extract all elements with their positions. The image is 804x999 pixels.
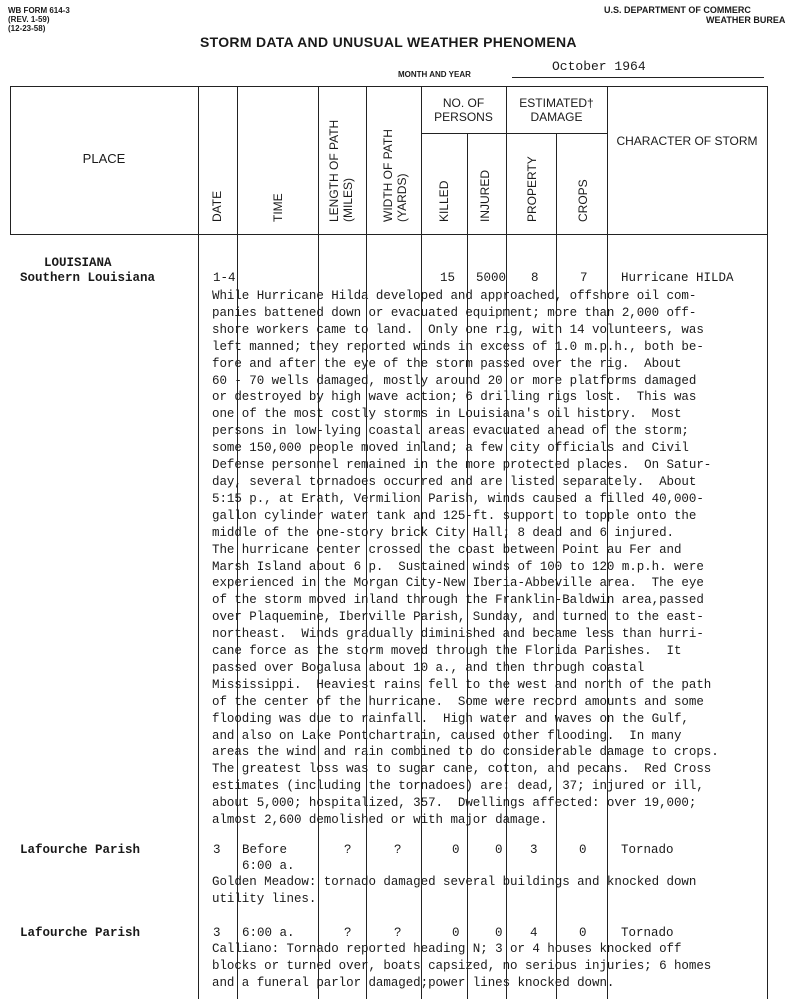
entry-narrative: Golden Meadow: tornado damaged several buildings and knocked down utility lines. [212, 875, 697, 906]
entry-injured: 5000 [476, 271, 507, 285]
month-year-underline [512, 77, 764, 78]
entry-narrative: While Hurricane Hilda developed and approached, offshore oil com- panies battened down or evacuated equipment; more than 2,000 off- shore workers came to land. Only one rig, with 14 volunteers, was left manned; they reported winds in excess of 1.0 m.p.h., both be- fore and after the eye of the storm passed over the rig. About 60 - 70 wells damaged, mostly around 20 or more platforms damaged or destroyed by high wave action; 6 drilling rigs lost. This was one of the most costly storms in Louisiana's oil history. Most persons in low-lying coastal areas evacuated ahead of the storm; some 150,000 people moved inland; a few city officials and Civil Defense personnel remained in the more protected places. On Satur- day, several tornadoes occurred and are listed separately. About 5:15 p., at Erath, Vermilion Parish, winds caused a filled 40,000- gallon cylinder water tank and 125-ft. support to topple onto the middle of the one-story brick City Hall; 8 dead and 6 injured. The hurricane center crossed the coast between Point au Fer and Marsh Island about 6 p. Sustained winds of 100 to 120 m.p.h. were experienced in the Morgan City-New Iberia-Abbeville area. The eye of the storm moved inland through the Franklin-Baldwin area,passed over Plaquemine, Iberville Parish, Sunday, and turned to the east- northeast. Winds gradually diminished and became less than hurri- cane force as the storm moved through the Florida Parishes. It passed over Bogalusa about 10 a., and then through coastal Mississippi. Heaviest rains fell to the west and north of the path of the center of the hurricane. Some were record amounts and some flooding was due to rainfall. High water and waves on the Gulf, and also on Lake Pontchartrain, caused other flooding. In many areas the wind and rain combined to do considerable damage to crops. The greatest loss was to sugar cane, cotton, and pecans. Red Cross estimates (including the tornadoes) are: dead, 37; injured or ill, about 5,000; hospitalized, 357. Dwellings affected: over 19,000; almost 2,600 demolished or with major damage. [212, 289, 719, 828]
form-number: WB FORM 614-3 [8, 6, 70, 15]
entry-injured: 0 [495, 926, 503, 940]
entry-killed: 0 [452, 926, 460, 940]
entry-injured: 0 [495, 843, 503, 857]
page-title: STORM DATA AND UNUSUAL WEATHER PHENOMENA [200, 34, 577, 50]
entry-killed: 15 [440, 271, 456, 285]
header-date: DATE [210, 190, 224, 222]
header-width: WIDTH OF PATH (YARDS) [381, 129, 409, 222]
entry-character: Tornado [621, 843, 674, 857]
month-year-value: October 1964 [552, 59, 646, 74]
header-damage: ESTIMATED† DAMAGE [519, 96, 594, 124]
entry-killed: 0 [452, 843, 460, 857]
entry-crops: 0 [579, 843, 587, 857]
entry-character: Tornado [621, 926, 674, 940]
entry-time: 6:00 a. [242, 926, 295, 940]
bureau-name: WEATHER BUREA [706, 15, 786, 25]
entry-crops: 0 [579, 926, 587, 940]
header-persons: NO. OF PERSONS [434, 96, 493, 124]
entry-date: 3 [213, 843, 221, 857]
entry-time: Before 6:00 a. [242, 843, 295, 873]
entry-width: ? [394, 926, 402, 940]
header-crops: CROPS [576, 179, 590, 222]
month-year-label: MONTH AND YEAR [398, 70, 471, 79]
header-injured: INJURED [478, 169, 492, 222]
entry-character: Hurricane HILDA [621, 271, 734, 285]
entry-date: 1-4 [213, 271, 236, 285]
header-property: PROPERTY [525, 156, 539, 222]
entry-width: ? [394, 843, 402, 857]
entry-property: 8 [531, 271, 539, 285]
entry-place: Lafourche Parish [20, 843, 141, 857]
entry-date: 3 [213, 926, 221, 940]
entry-narrative: Calliano: Tornado reported heading N; 3 or 4 houses knocked off blocks or turned over, boats capsized, no serious injuries; 6 homes and a funeral parlor damaged;power lines knocked down. [212, 942, 712, 990]
entry-property: 4 [530, 926, 538, 940]
header-length: LENGTH OF PATH (MILES) [327, 119, 355, 222]
header-time: TIME [271, 193, 285, 222]
entry-place: Lafourche Parish [20, 926, 141, 940]
entry-state: LOUISIANA [44, 256, 112, 270]
entry-length: ? [344, 926, 352, 940]
header-place: PLACE [82, 151, 126, 166]
header-character: CHARACTER OF STORM [616, 134, 758, 148]
entry-crops: 7 [580, 271, 588, 285]
entry-place: Southern Louisiana [20, 271, 156, 285]
form-revision: (REV. 1-59) [8, 15, 50, 24]
entry-length: ? [344, 843, 352, 857]
form-date-code: (12-23-58) [8, 24, 46, 33]
entry-property: 3 [530, 843, 538, 857]
department-name: U.S. DEPARTMENT OF COMMERC [604, 5, 751, 15]
header-killed: KILLED [437, 180, 451, 222]
